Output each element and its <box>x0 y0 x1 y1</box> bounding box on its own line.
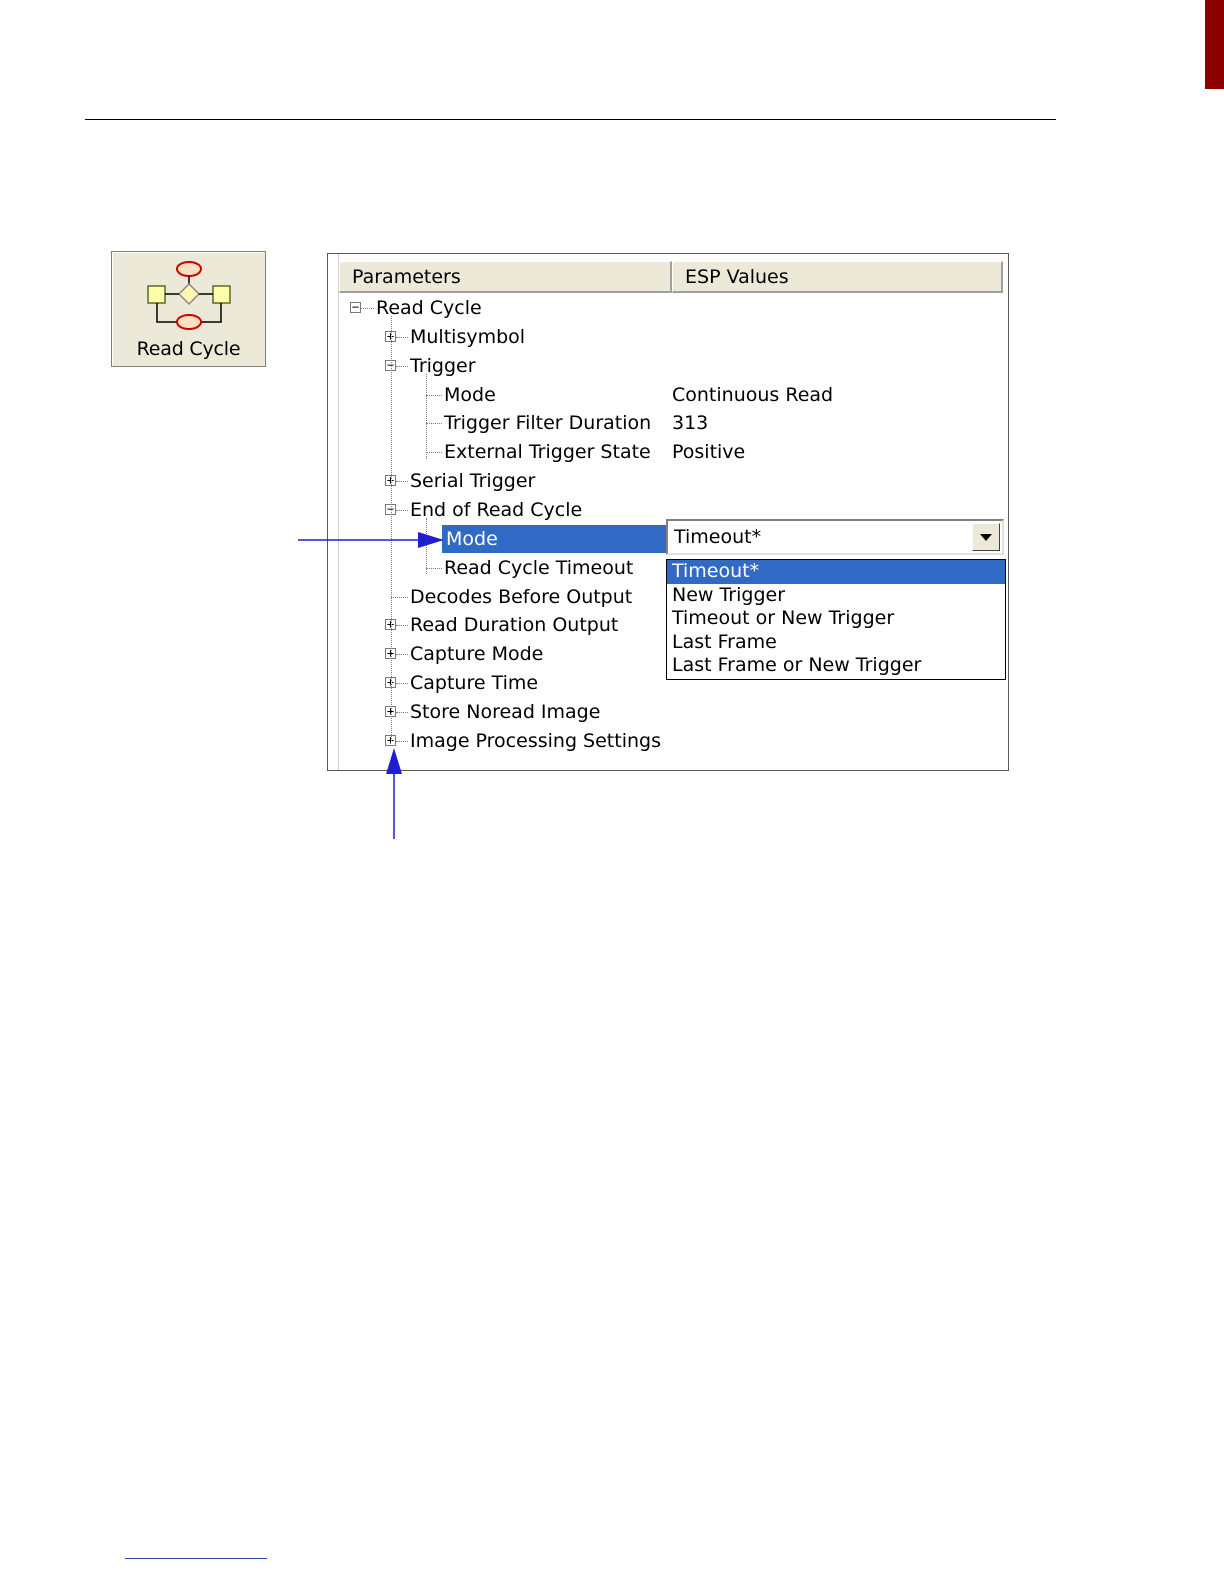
mode-combo-box[interactable] <box>666 519 1004 555</box>
dropdown-option[interactable]: Last Frame or New Trigger <box>672 654 922 676</box>
dropdown-option[interactable]: Last Frame <box>672 630 777 653</box>
parameter-tree <box>328 254 1008 770</box>
tree-row-label[interactable]: Capture Mode <box>410 643 544 666</box>
esp-value[interactable]: Continuous Read <box>672 383 834 406</box>
combo-value: Timeout* <box>674 526 762 548</box>
read-cycle-button-label: Read Cycle <box>136 338 241 360</box>
header-rule <box>85 119 1056 120</box>
expand-icon[interactable]: + <box>386 703 395 718</box>
tree-row-label[interactable]: End of Read Cycle <box>410 498 583 521</box>
expand-icon[interactable]: + <box>386 473 395 488</box>
parameters-panel <box>327 253 1009 771</box>
tree-row-label[interactable]: Read Cycle Timeout <box>444 556 634 579</box>
dropdown-option[interactable]: New Trigger <box>672 583 786 606</box>
esp-value[interactable]: 313 <box>672 412 709 435</box>
tree-row-label[interactable]: Store Noread Image <box>410 700 601 723</box>
dropdown-option[interactable]: Timeout or New Trigger <box>672 607 895 629</box>
dropdown-option[interactable]: Timeout* <box>667 560 1005 584</box>
expand-icon[interactable]: + <box>386 732 395 747</box>
tree-row-label[interactable]: Multisymbol <box>410 325 526 348</box>
tree-row-label[interactable]: Trigger Filter Duration <box>444 412 652 435</box>
callout-arrow-horizontal <box>298 528 448 550</box>
callout-arrow-vertical <box>382 748 406 840</box>
column-header-parameters[interactable]: Parameters <box>339 261 672 293</box>
dropdown-arrow-button[interactable] <box>972 523 1000 551</box>
expand-icon[interactable]: + <box>386 646 395 661</box>
chevron-down-icon <box>980 534 992 541</box>
collapse-icon[interactable]: − <box>386 357 395 372</box>
tree-row-label[interactable]: Image Processing Settings <box>410 729 661 752</box>
footer-link-rule <box>125 1558 267 1559</box>
column-header-esp-values[interactable]: ESP Values <box>672 261 1003 293</box>
read-cycle-button[interactable] <box>111 251 266 367</box>
tree-row-label[interactable]: Trigger <box>410 354 476 377</box>
esp-value[interactable]: Positive <box>672 441 746 464</box>
tree-row-label[interactable]: Serial Trigger <box>410 470 536 493</box>
tree-row-label[interactable]: Read Cycle <box>376 297 482 319</box>
tree-row-label[interactable]: Decodes Before Output <box>410 585 633 608</box>
tree-row-label[interactable]: Mode <box>444 383 496 406</box>
tree-row-label[interactable]: Read Duration Output <box>410 614 619 637</box>
tree-row-label[interactable]: External Trigger State <box>444 441 651 464</box>
read-cycle-flowchart-icon <box>145 258 235 338</box>
collapse-icon[interactable]: − <box>386 501 395 516</box>
collapse-icon[interactable]: − <box>351 300 360 314</box>
tree-row-label[interactable]: Capture Time <box>410 672 539 695</box>
expand-icon[interactable]: + <box>386 617 395 632</box>
mode-dropdown-list <box>666 559 1006 680</box>
chapter-thumb-tab <box>1205 0 1224 89</box>
expand-icon[interactable]: + <box>386 675 395 690</box>
tree-row-label[interactable]: Mode <box>442 525 666 553</box>
expand-icon[interactable]: + <box>386 328 395 343</box>
